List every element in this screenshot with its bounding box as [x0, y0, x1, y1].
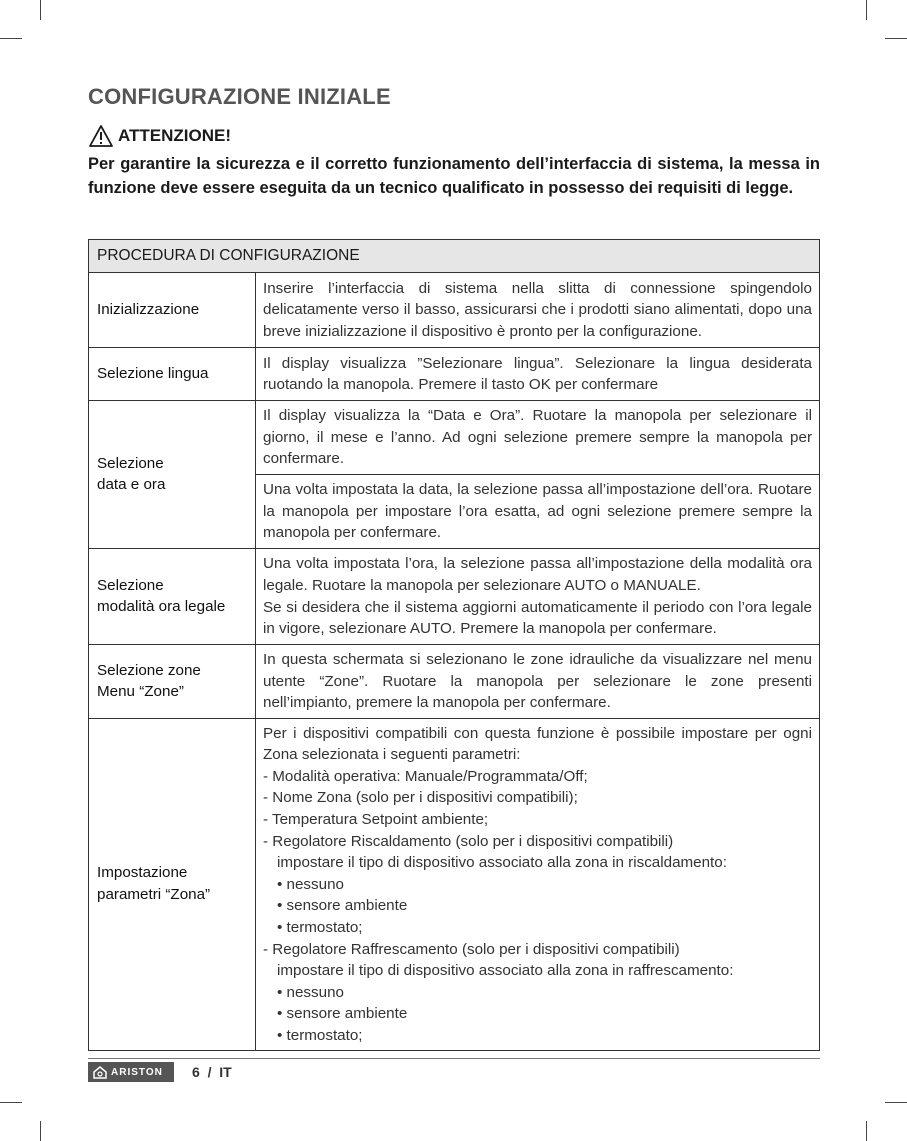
crop-mark: [40, 1121, 41, 1141]
row-label: [89, 718, 256, 1050]
list-option: • nessuno: [277, 875, 344, 893]
warning-box: [88, 122, 820, 200]
row-description-text: Una volta impostata l’ora, la selezione passa all’impostazione della modalità ora legale. Ruotare la manopola per selezionare AUTO o MANUALE.: [263, 555, 812, 594]
list-item: - Modalità operativa: Manuale/Programmata/Off;: [263, 767, 588, 785]
row-description: Il display visualizza la “Data e Ora”. Ruotare la manopola per selezionare il giorno, il mese e l’anno. Ad ogni selezione premere sempre la manopola per confermare.: [256, 400, 820, 474]
row-label-text: parametri “Zona”: [97, 886, 211, 904]
page-title: CONFIGURAZIONE INIZIALE: [88, 84, 391, 109]
warning-header: [88, 122, 820, 150]
crop-mark: [40, 0, 41, 20]
footer-divider: [88, 1058, 820, 1059]
row-description: [256, 718, 820, 1050]
row-label: [89, 644, 256, 718]
list-option: • nessuno: [277, 983, 344, 1001]
list-item: - Temperatura Setpoint ambiente;: [263, 810, 489, 828]
brand-name: ARISTON: [111, 1066, 163, 1078]
row-label-text: modalità ora legale: [97, 598, 226, 616]
brand-logo: [88, 1062, 174, 1082]
table-header-row: [89, 240, 820, 273]
row-label-text: Menu “Zone”: [97, 683, 184, 701]
row-description: Inserire l’interfaccia di sistema nella slitta di connessione spingendolo delicatamente verso il basso, assicurarsi che i prodotti siano alimentati, dopo una breve inizializzazione il dispositivo è pronto per la configurazione.: [256, 272, 820, 347]
table-row: [89, 272, 820, 347]
table-header: PROCEDURA DI CONFIGURAZIONE: [89, 240, 820, 273]
list-item: - Nome Zona (solo per i dispositivi compatibili);: [263, 789, 578, 807]
warning-text: Per garantire la sicurezza e il corretto funzionamento dell’interfaccia di sistema, la messa in funzione deve essere eseguita da un tecnico qualificato in possesso dei requisiti di legge.: [88, 155, 820, 197]
row-label-text: Selezione zone: [97, 661, 201, 679]
row-description: [256, 548, 820, 644]
list-option: • sensore ambiente: [277, 897, 408, 915]
row-label-text: Inizializzazione: [97, 300, 200, 318]
row-label: [89, 272, 256, 347]
row-label-text: data e ora: [97, 476, 166, 494]
row-description: Il display visualizza ”Selezionare lingua”. Selezionare la lingua desiderata ruotando la manopola. Premere il tasto OK per confermare: [256, 347, 820, 400]
row-description-text: Per i dispositivi compatibili con questa funzione è possibile impostare per ogni Zona selezionata i seguenti parametri:: [263, 724, 812, 764]
crop-mark: [0, 38, 22, 39]
crop-mark: [885, 1102, 907, 1103]
table-row: [89, 548, 820, 644]
crop-mark: [866, 1121, 867, 1141]
row-label: [89, 347, 256, 400]
warning-triangle-icon: [88, 124, 114, 148]
row-label: [89, 400, 256, 548]
row-label-text: Selezione: [97, 576, 164, 594]
warning-title: ATTENZIONE!: [118, 126, 232, 145]
configuration-table: [88, 239, 820, 1051]
table-row: [89, 400, 820, 474]
table-row: [89, 644, 820, 718]
list-option: • termostato;: [277, 918, 363, 936]
crop-mark: [0, 1102, 22, 1103]
table-row: [89, 718, 820, 1050]
ariston-house-logo-icon: [93, 1066, 107, 1079]
row-description: In questa schermata si selezionano le zone idrauliche da visualizzare nel menu utente “Zone”. Ruotare la manopola per selezionare le zone presenti nell’impianto, premere la manopola per confermare.: [256, 644, 820, 718]
row-description: Una volta impostata la data, la selezione passa all’impostazione dell’ora. Ruotare la manopola per impostare l’ora esatta, ad ogni selezione premere sempre la manopola per confermare.: [256, 474, 820, 548]
list-subtext: impostare il tipo di dispositivo associato alla zona in raffrescamento:: [277, 962, 734, 980]
list-item: - Regolatore Raffrescamento (solo per i dispositivi compatibili): [263, 940, 680, 958]
list-subtext: impostare il tipo di dispositivo associato alla zona in riscaldamento:: [277, 854, 727, 872]
list-item: - Regolatore Riscaldamento (solo per i dispositivi compatibili): [263, 832, 674, 850]
crop-mark: [885, 38, 907, 39]
list-option: • sensore ambiente: [277, 1005, 408, 1023]
row-label-text: Selezione lingua: [97, 364, 209, 382]
page-number: 6 / IT: [192, 1064, 232, 1080]
row-description-text: Se si desidera che il sistema aggiorni automaticamente il periodo con l’ora legale in vigore, selezionare AUTO. Premere la manopola per confermare.: [263, 598, 812, 638]
row-label: [89, 548, 256, 644]
row-label-text: Impostazione: [97, 864, 188, 882]
list-option: • termostato;: [277, 1026, 363, 1044]
table-row: [89, 347, 820, 400]
row-label-text: Selezione: [97, 454, 164, 472]
crop-mark: [866, 0, 867, 20]
